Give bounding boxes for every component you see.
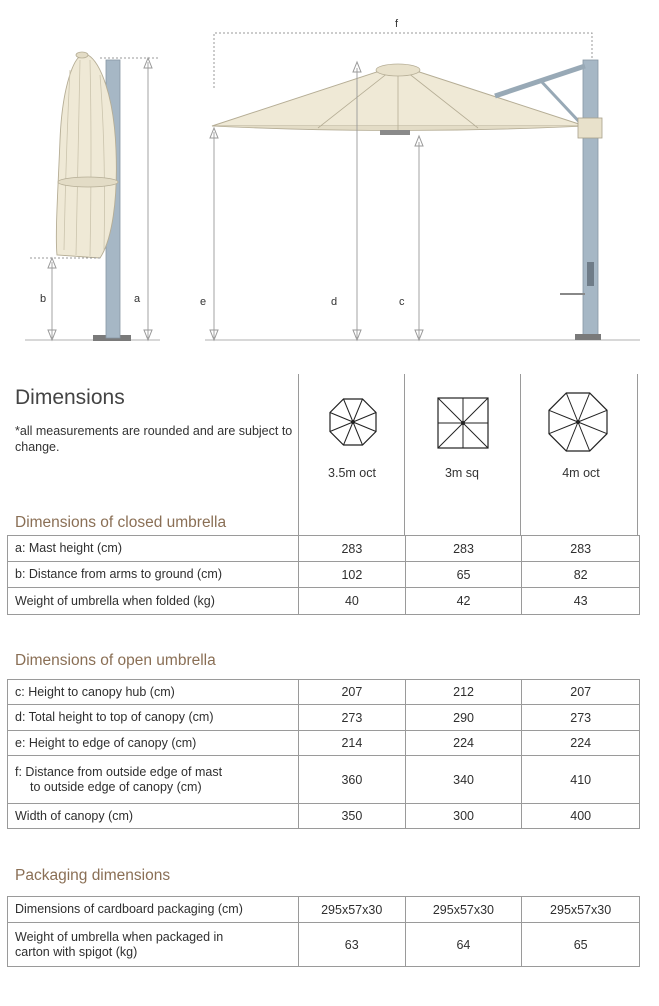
cell-value: 300 [405, 804, 522, 829]
dimension-label-e: e [200, 296, 207, 308]
cell-value: 340 [405, 756, 522, 804]
cell-value: 283 [405, 536, 522, 562]
dimension-label-f: f [395, 18, 399, 30]
cell-value: 410 [522, 756, 640, 804]
table-row [8, 705, 640, 731]
table-row [8, 680, 640, 705]
row-label-line: carton with spigot (kg) [15, 944, 138, 959]
cell-value: 295x57x30 [522, 897, 640, 923]
cell-value: 273 [299, 705, 406, 731]
column-label-4m-oct: 4m oct [562, 466, 600, 480]
row-label [8, 923, 299, 967]
table-row [8, 588, 640, 615]
cell-value: 295x57x30 [405, 897, 522, 923]
cell-value: 224 [405, 731, 522, 756]
cell-value: 212 [405, 680, 522, 705]
cell-value: 42 [405, 588, 522, 615]
column-label-3-5m-oct: 3.5m oct [328, 466, 376, 480]
column-divider [520, 374, 521, 535]
cell-value: 283 [299, 536, 406, 562]
row-label: a: Mast height (cm) [8, 536, 299, 562]
dimension-a [134, 58, 152, 340]
dimension-label-d: d [331, 296, 338, 308]
closed-umbrella [56, 52, 131, 341]
cell-value: 102 [299, 562, 406, 588]
dimension-c [399, 136, 423, 340]
column-divider [298, 374, 299, 535]
row-label: Width of canopy (cm) [8, 804, 299, 829]
dimension-b [40, 258, 56, 340]
column-divider [637, 374, 638, 535]
table-row [8, 731, 640, 756]
row-label: d: Total height to top of canopy (cm) [8, 705, 299, 731]
row-label: c: Height to canopy hub (cm) [8, 680, 299, 705]
cell-value: 65 [405, 562, 522, 588]
cell-value: 65 [522, 923, 640, 967]
measurement-note: *all measurements are rounded and are subject to change. [15, 424, 293, 454]
cell-value: 207 [299, 680, 406, 705]
cell-value: 43 [522, 588, 640, 615]
cell-value: 273 [522, 705, 640, 731]
cell-value: 360 [299, 756, 406, 804]
umbrella-dimension-diagram [0, 0, 659, 350]
table-row [8, 536, 640, 562]
dimension-label-b: b [40, 293, 47, 305]
cell-value: 350 [299, 804, 406, 829]
table-row [8, 756, 640, 804]
cell-value: 63 [298, 923, 405, 967]
packaging-dimensions-table [7, 896, 640, 967]
dimension-label-a: a [134, 293, 141, 305]
cell-value: 224 [522, 731, 640, 756]
row-label-line: Weight of umbrella when packaged in [15, 929, 224, 944]
row-label: Weight of umbrella when folded (kg) [8, 588, 299, 615]
table-row [8, 923, 640, 967]
row-label-line: f: Distance from outside edge of mast [15, 764, 223, 779]
row-label: e: Height to edge of canopy (cm) [8, 731, 299, 756]
table-row [8, 562, 640, 588]
row-label [8, 756, 299, 804]
square-icon [436, 396, 490, 450]
section-title-packaging: Packaging dimensions [15, 867, 171, 884]
cell-value: 214 [299, 731, 406, 756]
table-row [8, 804, 640, 829]
cell-value: 400 [522, 804, 640, 829]
column-divider [404, 374, 405, 535]
open-dimensions-table [7, 679, 640, 829]
cell-value: 82 [522, 562, 640, 588]
row-label: b: Distance from arms to ground (cm) [8, 562, 299, 588]
row-label: Dimensions of cardboard packaging (cm) [8, 897, 299, 923]
cell-value: 207 [522, 680, 640, 705]
cell-value: 64 [405, 923, 522, 967]
cell-value: 290 [405, 705, 522, 731]
column-label-3m-sq: 3m sq [444, 466, 480, 480]
dimension-e [200, 128, 218, 340]
open-umbrella [212, 18, 602, 340]
page-title: Dimensions [15, 386, 125, 409]
octagon-icon [546, 390, 610, 454]
cell-value: 295x57x30 [298, 897, 405, 923]
closed-dimensions-table [7, 535, 640, 615]
section-title-open: Dimensions of open umbrella [15, 652, 216, 669]
row-label-line: to outside edge of canopy (cm) [30, 779, 202, 794]
cell-value: 283 [522, 536, 640, 562]
cell-value: 40 [299, 588, 406, 615]
dimension-label-c: c [399, 296, 405, 308]
octagon-icon [327, 396, 379, 448]
section-title-closed: Dimensions of closed umbrella [15, 514, 227, 531]
table-row [8, 897, 640, 923]
